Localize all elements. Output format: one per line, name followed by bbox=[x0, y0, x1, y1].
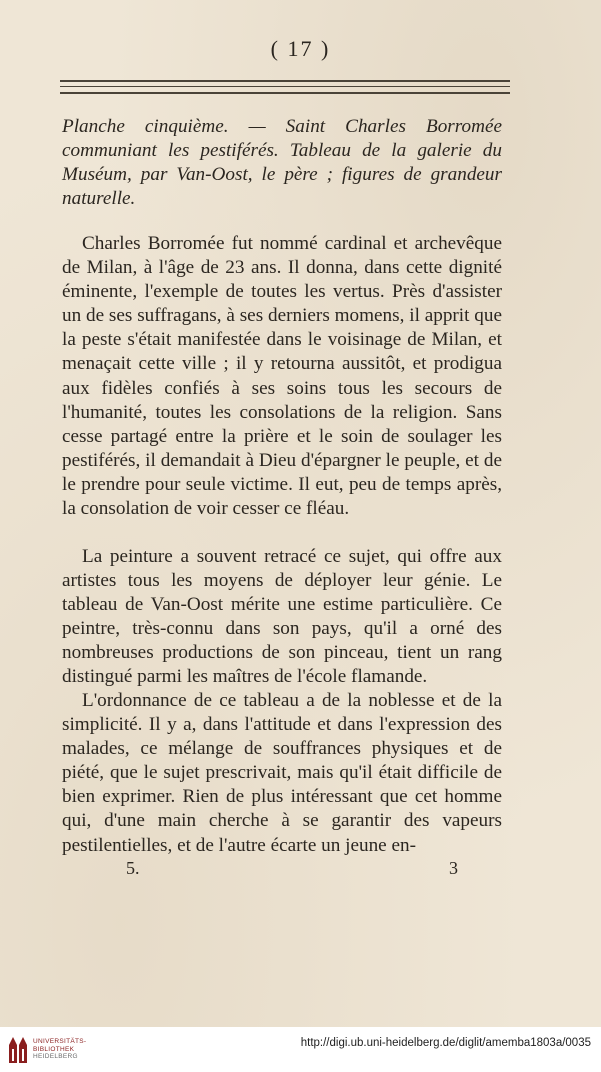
paragraph-1: Charles Borromée fut nommé cardinal et archevêque de Milan, à l'âge de 23 ans. Il donna, dans cette dignité éminente, l'exemple de toutes les vertus. Près d'assister un de ses suffragans, à ses derniers momens, il apprit que la peste s'était manifestée dans le voisinage de Milan, et menaçait cette ville ; il y retourna aussitôt, et prodigua aux fidèles confiés à ses soins tous les secours de l'humanité, toutes les consolations de la religion. Sans cesse partagé entre la prière et le soin de soulager les pestiférés, il demandait à Dieu d'épargner le peuple, et de le prendre pour seule victime. Il eut, peu de temps après, la consolation de voir cesser ce fléau. bbox=[62, 233, 502, 520]
header-rule-middle bbox=[60, 86, 510, 87]
paragraph-3: L'ordonnance de ce tableau a de la noblesse et de la simplicité. Il y a, dans l'attitude et dans l'expression des malades, ce mélange de souffrances physiques et de piété, que le sujet prescrivait, mais qu'il était difficile de bien exprimer. Rien de plus intéressant que cet homme qui, d'une main cherche à se garantir des vapeurs pestilentielles, et de l'autre écarte un jeune en- bbox=[62, 690, 502, 856]
header-rule-bottom bbox=[60, 92, 510, 94]
page-number: ( 17 ) bbox=[270, 36, 331, 61]
library-name-line-3: HEIDELBERG bbox=[33, 1053, 78, 1060]
signature-mark: 5. bbox=[126, 858, 140, 878]
viewer-footer bbox=[0, 1027, 601, 1072]
leaf-number: 3 bbox=[449, 858, 458, 878]
document-url[interactable]: http://digi.ub.uni-heidelberg.de/diglit/amemba1803a/0035 bbox=[300, 1037, 591, 1049]
library-name-line-2: BIBLIOTHEK bbox=[33, 1045, 75, 1053]
plate-caption: Planche cinquième. — Saint Charles Borromée communiant les pestiférés. Tableau de la galerie du Muséum, par Van-Oost, le père ; figures de grandeur naturelle. bbox=[62, 116, 502, 210]
library-name-line-1: UNIVERSITÄTS- bbox=[33, 1038, 87, 1045]
header-rule-top bbox=[60, 80, 510, 82]
heidelberg-library-logo-icon[interactable] bbox=[7, 1033, 29, 1065]
paragraph-2: La peinture a souvent retracé ce sujet, qui offre aux artistes tous les moyens de déployer leur génie. Le tableau de Van-Oost mérite une estime particulière. Ce peintre, très-connu dans son pays, qu'il a orné des nombreuses productions de son pinceau, tient un rang distingué parmi les maîtres de l'école flamande. bbox=[62, 546, 502, 688]
library-name[interactable] bbox=[33, 1038, 86, 1061]
